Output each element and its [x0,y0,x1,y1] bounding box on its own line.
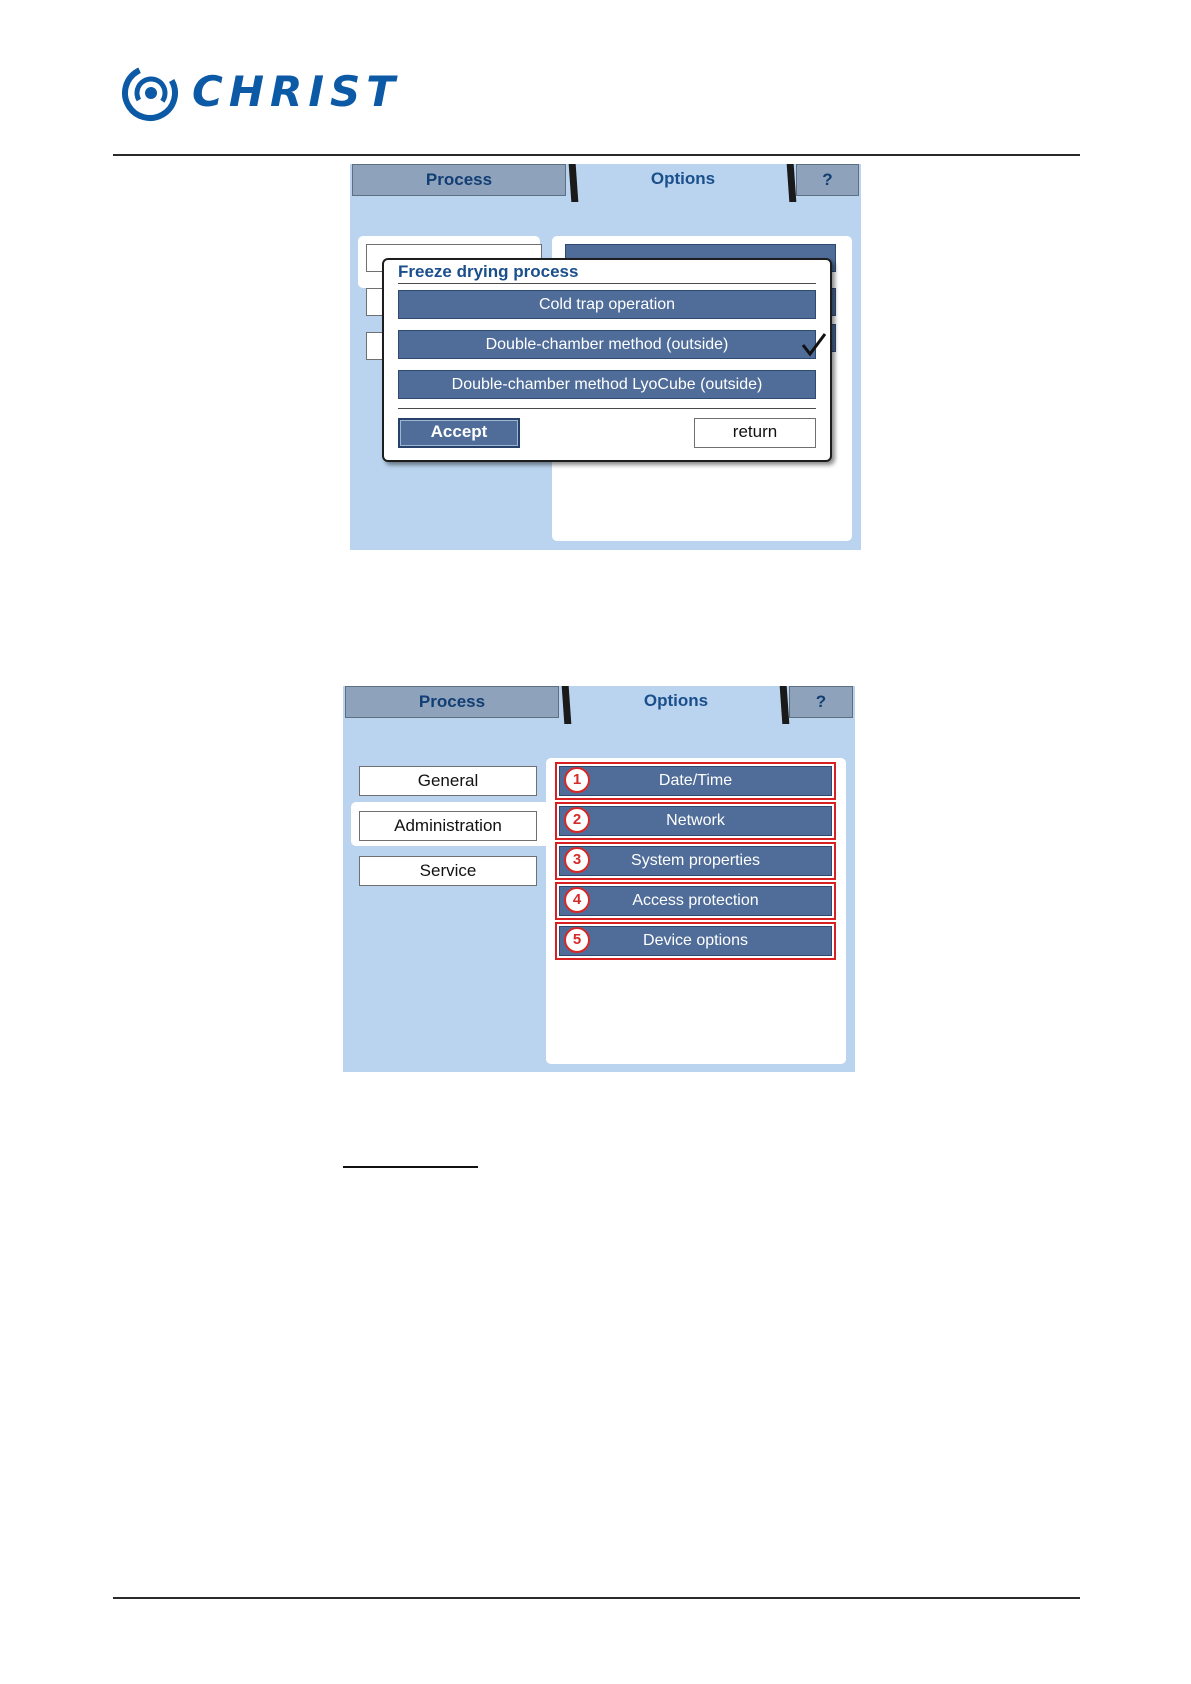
dialog-divider [398,408,816,409]
device-options-label: Device options [643,932,748,949]
left-menu-administration[interactable]: Administration [359,811,537,841]
freeze-drying-dialog [382,258,832,462]
checkmark-icon [800,332,828,358]
system-properties-label: System properties [631,852,760,869]
left-menu-general[interactable]: General [359,766,537,796]
access-protection-label: Access protection [632,892,759,909]
tab-separator [780,686,790,724]
access-protection-button[interactable] [559,886,832,916]
tab-separator [562,686,572,724]
accept-button[interactable]: Accept [398,418,520,448]
left-menu-service[interactable]: Service [359,856,537,886]
callout-number-2: 2 [564,807,590,833]
callout-number-4: 4 [564,887,590,913]
screenshot-freeze-drying-dialog [350,164,861,550]
header-rule [113,154,1080,156]
option-double-chamber[interactable]: Double-chamber method (outside) [398,330,816,359]
option-cold-trap[interactable]: Cold trap operation [398,290,816,319]
tab-help[interactable]: ? [789,686,853,718]
dialog-title: Freeze drying process [398,262,579,281]
callout-number-5: 5 [564,927,590,953]
christ-logo [120,62,420,124]
screenshot-options-administration [343,686,855,1072]
tab-options[interactable]: Options [578,164,788,196]
device-options-button[interactable] [559,926,832,956]
option-double-chamber-lyocube[interactable]: Double-chamber method LyoCube (outside) [398,370,816,399]
tab-options[interactable]: Options [571,686,781,718]
network-button[interactable] [559,806,832,836]
tab-process[interactable]: Process [352,164,566,196]
footer-rule [113,1597,1080,1599]
tab-separator [569,164,579,202]
tab-process[interactable]: Process [345,686,559,718]
datetime-button[interactable] [559,766,832,796]
return-button[interactable]: return [694,418,816,448]
callout-number-3: 3 [564,847,590,873]
tab-help[interactable]: ? [796,164,859,196]
dialog-title-divider [398,283,816,284]
callout-number-1: 1 [564,767,590,793]
datetime-label: Date/Time [658,772,733,789]
system-properties-button[interactable] [559,846,832,876]
footnote-rule [343,1166,478,1168]
christ-logo-icon [120,62,184,124]
tab-separator [787,164,797,202]
christ-wordmark: CHRIST [192,67,401,116]
network-label: Network [666,812,725,829]
